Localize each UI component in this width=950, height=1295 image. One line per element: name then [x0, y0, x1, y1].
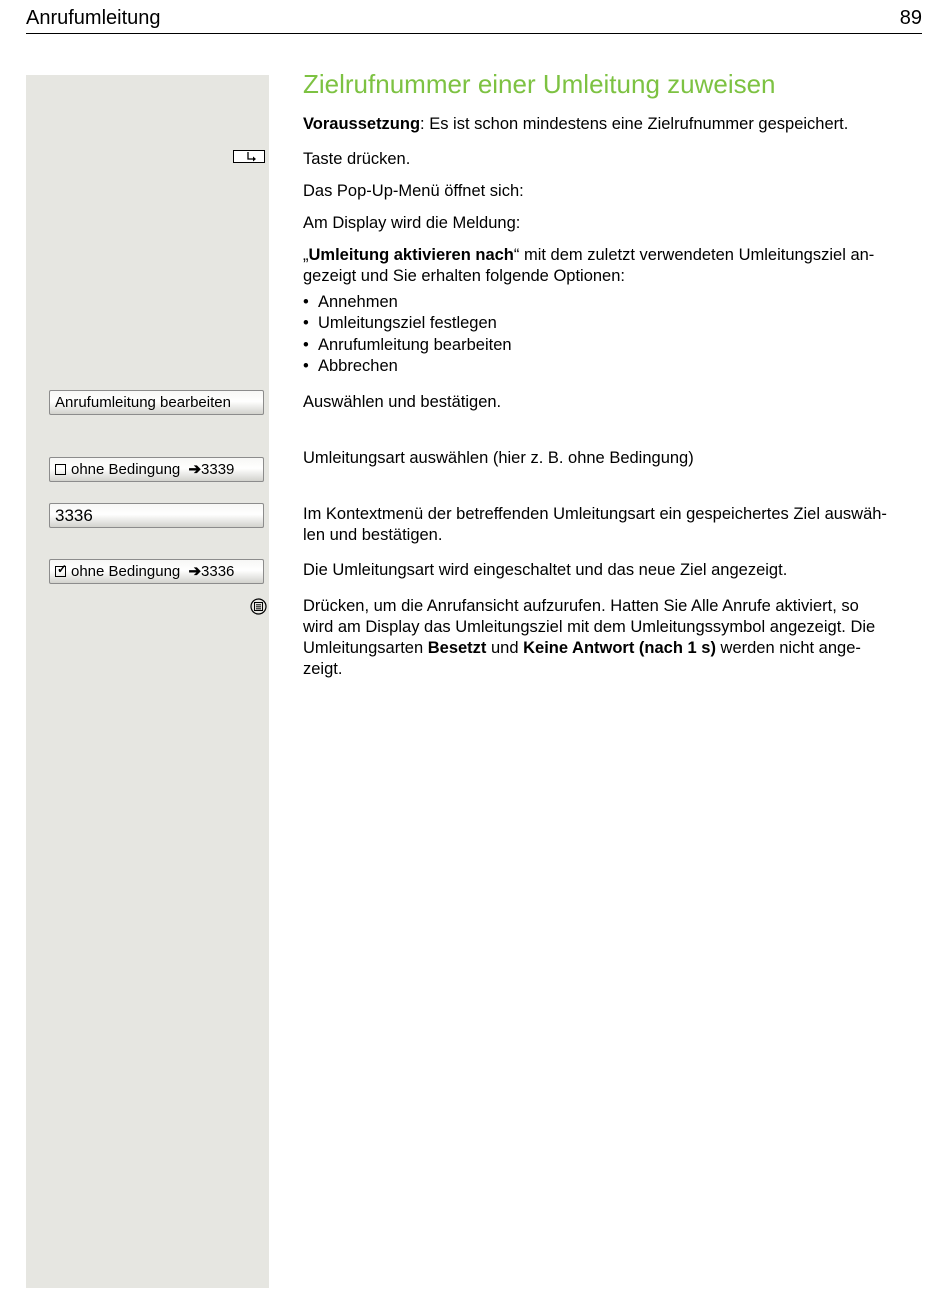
list-item: • Umleitungsziel festlegen [303, 313, 512, 334]
context-menu-paragraph [303, 504, 923, 546]
message-rest: “ mit dem zuletzt verwendeten Umleitungsziel an- [513, 246, 875, 264]
quote-open: „ [303, 246, 309, 264]
edit-forwarding-label: Anrufumleitung bearbeiten [55, 394, 231, 411]
unconditional-target-new: 3336 [201, 563, 235, 580]
message-paragraph [303, 245, 923, 287]
unconditional-target-old: 3339 [201, 461, 235, 478]
unconditional-forwarding-active-button[interactable] [49, 559, 264, 584]
unconditional-label: ohne Bedingung [71, 461, 181, 478]
final-line1: Drücken, um die Anrufansicht aufzurufen. Hatten Sie Alle Anrufe aktiviert, so [303, 597, 859, 615]
final-paragraph [303, 596, 923, 680]
arrow-right-icon: ➔ [188, 563, 202, 580]
list-item: • Anrufumleitung bearbeiten [303, 335, 512, 356]
edit-forwarding-button[interactable] [49, 390, 264, 415]
unchecked-box-icon [55, 464, 66, 475]
step-press-key: Taste drücken. [303, 150, 411, 168]
choose-type-text: Umleitungsart auswählen (hier z. B. ohne Bedingung) [303, 449, 694, 467]
activated-text: Die Umleitungsart wird eingeschaltet und das neue Ziel angezeigt. [303, 561, 788, 579]
arrow-right-icon: ➔ [188, 461, 202, 478]
context-line1: Im Kontextmenü der betreffenden Umleitungsart ein gespeichertes Ziel auswäh- [303, 505, 887, 523]
prerequisite-text: : Es ist schon mindestens eine Zielrufnummer gespeichert. [420, 115, 849, 133]
target-number: 3336 [55, 506, 93, 525]
section-heading: Zielrufnummer einer Umleitung zuweisen [303, 69, 776, 99]
final-bold-no-answer: Keine Antwort (nach 1 s) [523, 639, 716, 657]
page-header [26, 6, 922, 34]
display-message-text: Am Display wird die Meldung: [303, 214, 521, 232]
popup-opens-text: Das Pop-Up-Menü öffnet sich: [303, 182, 524, 200]
page-number: 89 [899, 7, 922, 29]
final-line3-pre: Umleitungsarten [303, 639, 428, 657]
forwarding-key-icon [233, 150, 265, 163]
select-confirm-text: Auswählen und bestätigen. [303, 393, 502, 411]
unconditional-forwarding-button[interactable] [49, 457, 264, 482]
final-line2: wird am Display das Umleitungsziel mit dem Umleitungssymbol angezeigt. Die [303, 618, 876, 636]
final-line3-post: werden nicht ange- [715, 639, 861, 657]
chapter-title: Anrufumleitung [26, 7, 161, 29]
list-item: • Annehmen [303, 292, 512, 313]
checked-box-icon: ✓ [57, 562, 68, 576]
target-3336-button[interactable] [49, 503, 264, 528]
final-bold-busy: Besetzt [427, 639, 487, 657]
options-list [303, 292, 512, 377]
final-mid: und [486, 639, 524, 657]
final-line4: zeigt. [303, 660, 343, 678]
unconditional-label: ohne Bedingung [71, 563, 181, 580]
prerequisite-paragraph [303, 114, 923, 135]
menu-key-icon [250, 598, 267, 615]
prerequisite-label: Voraussetzung [303, 115, 421, 133]
list-item: • Abbrechen [303, 356, 512, 377]
message-line2: gezeigt und Sie erhalten folgende Optionen: [303, 267, 625, 285]
context-line2: len und bestätigen. [303, 526, 443, 544]
instruction-sidebar [26, 75, 269, 1288]
message-bold: Umleitung aktivieren nach [308, 246, 514, 264]
